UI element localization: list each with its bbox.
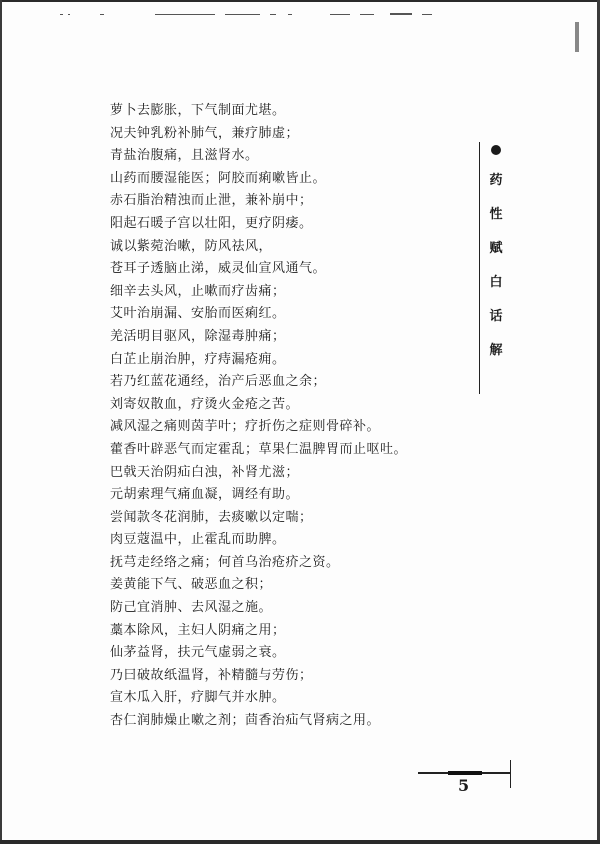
verse-line: 诚以紫菀治嗽，防风祛风， xyxy=(110,238,273,254)
verse-line: 青盐治腹痛，且滋肾水。 xyxy=(110,148,259,164)
verse-line: 乃曰破故纸温肾，补精髓与劳伤； xyxy=(110,667,313,683)
running-title-char: 话 xyxy=(489,309,503,324)
verse-line: 细辛去头风，止嗽而疗齿痛； xyxy=(110,283,286,299)
verse-line: 阳起石暖子宫以壮阳，更疗阴痿。 xyxy=(110,215,313,231)
running-title-char: 性 xyxy=(489,207,503,222)
running-title-char: 药 xyxy=(489,173,503,188)
verse-line: 减风湿之痛则茵芋叶；疗折伤之症则骨碎补。 xyxy=(110,419,381,435)
verse-line: 姜黄能下气、破恶血之积； xyxy=(110,577,273,593)
scan-noise-top xyxy=(60,12,480,18)
verse-line: 巴戟天治阴疝白浊，补肾尤滋； xyxy=(110,464,300,480)
verse-line: 抚芎走经络之痛；何首乌治疮疥之资。 xyxy=(110,554,340,570)
footer-rule-accent xyxy=(448,771,482,775)
verse-line: 羌活明目驱风，除湿毒肿痛； xyxy=(110,328,286,344)
verse-line: 尝闻款冬花润肺，去痰嗽以定喘； xyxy=(110,509,313,525)
verse-line: 杏仁润肺燥止嗽之剂；茴香治疝气肾病之用。 xyxy=(110,713,381,729)
verse-line: 藁本除风，主妇人阴痛之用； xyxy=(110,622,286,638)
scan-edge-top xyxy=(0,0,600,2)
verse-line: 刘寄奴散血，疗烫火金疮之苦。 xyxy=(110,396,300,412)
verse-line: 仙茅益肾，扶元气虚弱之衰。 xyxy=(110,645,286,661)
verse-line: 白芷止崩治肿，疗痔漏疮痈。 xyxy=(110,351,286,367)
verse-line: 况夫钟乳粉补肺气，兼疗肺虚； xyxy=(110,125,300,141)
running-title-char: 解 xyxy=(489,343,503,358)
verse-line: 萝卜去膨胀，下气制面尤堪。 xyxy=(110,103,286,118)
running-title-char: 赋 xyxy=(489,241,503,256)
scan-edge-bottom xyxy=(0,840,600,844)
verse-line: 若乃红蓝花通经，治产后恶血之余； xyxy=(110,374,327,390)
running-title-char: 白 xyxy=(489,275,503,290)
verse-line: 赤石脂治精浊而止泄，兼补崩中； xyxy=(110,193,313,209)
page-number: 5 xyxy=(458,776,470,795)
verse-line: 肉豆蔻温中，止霍乱而助脾。 xyxy=(110,532,286,548)
side-title-divider xyxy=(479,142,480,394)
scan-mark xyxy=(575,22,579,52)
verse-line: 宣木瓜入肝，疗脚气并水肿。 xyxy=(110,690,286,706)
verse-line: 藿香叶辟恶气而定霍乱；草果仁温脾胃而止呕吐。 xyxy=(110,441,408,457)
verse-body xyxy=(110,100,470,733)
verse-line: 防己宜消肿、去风湿之施。 xyxy=(110,600,273,616)
running-title xyxy=(485,145,507,377)
scan-edge-left xyxy=(0,0,2,844)
footer-tick xyxy=(510,760,511,788)
verse-line: 艾叶治崩漏、安胎而医痢红。 xyxy=(110,306,286,322)
bullet-mark-icon xyxy=(491,145,501,155)
verse-line: 山药而腰湿能医；阿胶而痢嗽皆止。 xyxy=(110,170,327,186)
verse-line: 苍耳子透脑止涕，威灵仙宣风通气。 xyxy=(110,261,327,277)
verse-line: 元胡索理气痛血凝，调经有助。 xyxy=(110,487,300,503)
